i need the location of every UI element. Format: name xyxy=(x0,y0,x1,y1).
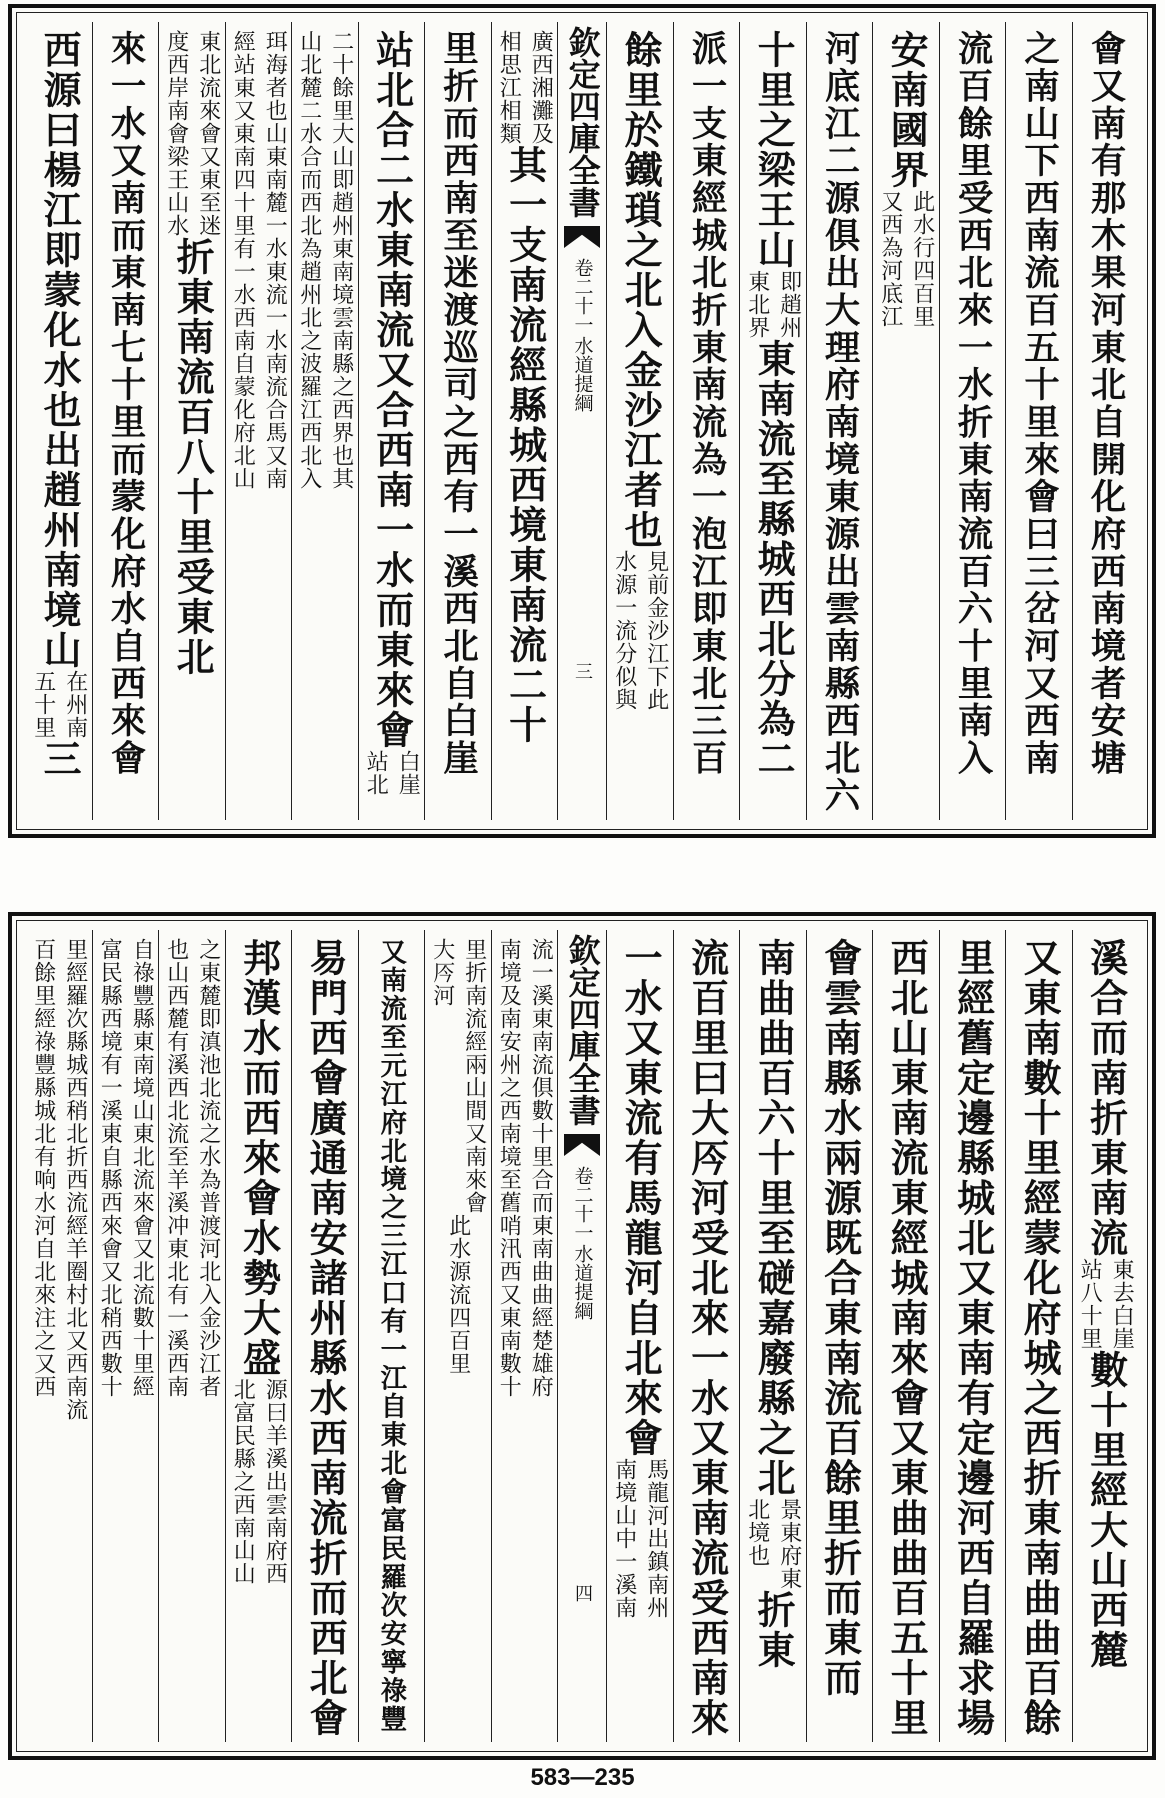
text-column xyxy=(292,930,359,1742)
upper-page-columns xyxy=(26,22,1138,820)
annotation-note xyxy=(163,30,221,237)
main-text: 折東 xyxy=(751,1590,797,1670)
column-content xyxy=(1016,938,1061,1738)
main-text: 又東南數十里經蒙化府城之西折東南曲曲百餘 xyxy=(1017,938,1063,1738)
annotation-note xyxy=(163,938,221,1398)
text-column xyxy=(1006,22,1073,820)
column-content xyxy=(229,30,287,490)
column-content xyxy=(611,30,669,711)
annotation-line: 二十餘里大山即趙州東南境雲南縣之西界也其 xyxy=(328,30,354,490)
column-content xyxy=(1018,30,1060,777)
annotation-note xyxy=(1076,1258,1134,1350)
text-column xyxy=(873,22,940,820)
column-content xyxy=(362,30,420,796)
annotation-line: 見前金沙江下此 xyxy=(643,550,669,711)
folio-number: 三 xyxy=(572,662,593,680)
main-text: 里經舊定邊縣城北又東南有定邊河西自羅求場 xyxy=(950,938,996,1738)
text-column xyxy=(26,930,93,1742)
main-text: 來一水又南而東南七十里而蒙化府水自西來會 xyxy=(105,30,147,777)
main-text: 溪合而南折東南流 xyxy=(1083,938,1129,1258)
main-text: 折東南流百八十里受東北 xyxy=(170,237,216,677)
text-column xyxy=(359,22,426,820)
column-content xyxy=(877,30,935,328)
main-text: 易門西會廣通南安諸州縣水西南流折而西北會 xyxy=(303,938,349,1738)
main-text: 三 xyxy=(37,739,83,779)
annotation-line: 自祿豐縣東南境山東北流來會又北流數十里經 xyxy=(129,938,155,1398)
text-column xyxy=(159,930,226,1742)
text-column xyxy=(26,22,93,820)
annotation-line: 度西岸南會梁王山水 xyxy=(163,30,189,237)
annotation-line: 又西為河底江 xyxy=(877,190,903,328)
text-column xyxy=(740,930,807,1742)
main-text: 之南山下西南流百五十里來會曰三岔河又西南 xyxy=(1018,30,1060,777)
text-column xyxy=(425,930,492,1742)
column-content xyxy=(1076,938,1134,1670)
annotation-note xyxy=(495,938,553,1398)
main-text: 安南國界 xyxy=(884,30,930,190)
annotation-line: 珥海者也山東南麓一水東流一水南流合馬又南 xyxy=(262,30,288,490)
text-column xyxy=(425,22,492,820)
annotation-note xyxy=(429,938,487,1214)
book-name: 水道提綱 xyxy=(571,1244,594,1320)
lower-page xyxy=(8,912,1156,1760)
column-content xyxy=(951,30,993,777)
text-column xyxy=(940,930,1007,1742)
annotation-note xyxy=(744,270,802,339)
main-text: 西源曰楊江即蒙化水也出趙州南境山 xyxy=(37,30,83,670)
column-content xyxy=(302,938,347,1738)
main-text: 派一支東經城北折東南流為一泡江即東北三百 xyxy=(686,30,728,777)
book-title: 欽定四庫全書 xyxy=(563,26,602,218)
main-text: 餘里於鐵瑣之北入金沙江者也 xyxy=(618,30,664,550)
annotation-note xyxy=(877,190,935,328)
annotation-line: 北境也 xyxy=(744,1498,770,1567)
main-text: 南曲曲百六十里至磀嘉廢縣之北 xyxy=(751,938,797,1498)
annotation-line: 站北 xyxy=(363,750,389,796)
column-content xyxy=(296,30,354,490)
annotation-line: 流一溪東南流俱數十里合而東南曲曲經楚雄府 xyxy=(528,938,554,1398)
annotation-note xyxy=(229,30,287,490)
text-column xyxy=(607,22,674,820)
column-content xyxy=(685,30,727,777)
page-footer-number: 583—235 xyxy=(530,1764,635,1791)
annotation-note xyxy=(611,550,669,711)
center-fold-column xyxy=(558,930,607,1742)
annotation-note xyxy=(744,1498,802,1590)
column-content xyxy=(96,938,154,1398)
main-text: 西北山東南流東經城南來會又東曲曲百五十里 xyxy=(884,938,930,1738)
annotation-line: 白崖 xyxy=(395,750,421,796)
text-column xyxy=(93,930,160,1742)
annotation-note xyxy=(495,30,553,145)
text-column xyxy=(159,22,226,820)
annotation-line: 此水行四百里 xyxy=(909,190,935,328)
book-title: 欽定四庫全書 xyxy=(563,934,602,1126)
column-content xyxy=(437,30,479,777)
text-column xyxy=(93,22,160,820)
text-column xyxy=(226,22,293,820)
annotation-note xyxy=(611,1458,669,1619)
main-text: 會雲南縣水 xyxy=(817,938,863,1138)
text-column xyxy=(940,22,1007,820)
folio-number: 四 xyxy=(572,1584,593,1602)
annotation-line: 也山西麓有溪西北流至羊溪冲東北有一溪西南 xyxy=(163,938,189,1398)
chapter-number: 卷二十一 xyxy=(571,1166,594,1242)
annotation-line: 南境及南安州之西南境至舊哨汛西又東南數十 xyxy=(496,938,522,1398)
text-column xyxy=(674,22,741,820)
column-content xyxy=(744,30,802,779)
annotation-line: 源曰羊溪出雲南府西 xyxy=(262,1378,288,1585)
annotation-line: 景東府東 xyxy=(776,1498,802,1590)
annotation-line: 東北流來會又東至迷 xyxy=(195,30,221,237)
annotation-line: 此水源流四百里 xyxy=(445,1214,471,1375)
column-content xyxy=(30,30,88,779)
annotation-line: 東北界 xyxy=(744,270,770,339)
text-column xyxy=(292,22,359,820)
column-content xyxy=(163,938,221,1398)
column-content xyxy=(817,938,862,1698)
annotation-line: 大㕂河 xyxy=(429,938,455,1007)
text-column xyxy=(807,930,874,1742)
annotation-note xyxy=(96,938,154,1398)
column-content xyxy=(30,938,88,1421)
annotation-line: 里折南流經兩山間又南來會 xyxy=(461,938,487,1214)
main-text: 數十里經大山西麓 xyxy=(1083,1350,1129,1670)
column-content xyxy=(744,938,802,1670)
main-text: 其一支南流經縣城西境東南流二十 xyxy=(502,145,548,745)
main-text: 又南流至元江府北 xyxy=(375,938,407,1166)
text-column xyxy=(492,930,559,1742)
main-text: 河底江二源俱出大理府南境東源出雲南縣西北六 xyxy=(819,30,861,815)
annotation-line: 五十里 xyxy=(30,670,56,739)
annotation-line: 里經羅次縣城西稍北折西流經羊圈村北又西南流 xyxy=(62,938,88,1421)
annotation-note xyxy=(362,750,420,796)
column-content xyxy=(495,938,553,1398)
main-text: 境之三江口有一江自東北會富民羅次安寧祿豐 xyxy=(375,1165,407,1735)
annotation-note xyxy=(229,1378,287,1585)
upper-page xyxy=(8,4,1156,838)
chapter-number: 卷二十一 xyxy=(571,258,594,334)
volume-label xyxy=(572,1166,593,1320)
column-content xyxy=(1084,30,1126,777)
book-name: 水道提綱 xyxy=(571,336,594,412)
annotation-line: 山北麓二水合而西北為趙州北之波羅江西北入 xyxy=(296,30,322,490)
main-text: 東南流至縣城西北分為二 xyxy=(751,339,797,779)
text-column xyxy=(492,22,559,820)
text-column xyxy=(607,930,674,1742)
volume-label xyxy=(572,258,593,412)
annotation-line: 百餘里經祿豐縣城北有响水河自北來注之又西 xyxy=(30,938,56,1398)
annotation-line: 站八十里 xyxy=(1077,1258,1103,1350)
annotation-line: 經站東又東南四十里有一水西南自蒙化府北山 xyxy=(230,30,256,490)
annotation-line: 水源一流分似與 xyxy=(611,550,637,711)
main-text: 十里之梁王山 xyxy=(751,30,797,270)
main-text: 站北合二水東南流又合西南一水而東來會 xyxy=(369,30,415,750)
lower-page-columns xyxy=(26,930,1138,1742)
main-text: 流百里曰大㕂河受北來一水又東南流受西南來 xyxy=(684,938,730,1738)
column-content xyxy=(883,938,928,1738)
fishtail-ornament xyxy=(564,226,600,248)
fishtail-ornament xyxy=(564,1134,600,1156)
annotation-line: 之東麓即滇池北流之水為普渡河北入金沙江者 xyxy=(195,938,221,1398)
annotation-line: 廣西湘灘及 xyxy=(528,30,554,145)
column-content xyxy=(818,30,860,814)
column-content xyxy=(950,938,995,1738)
annotation-line: 即趙州 xyxy=(776,270,802,339)
column-content xyxy=(429,938,487,1375)
main-text: 一水又東流有馬龍河自北來會 xyxy=(618,938,664,1458)
main-text: 兩源既合東南流百餘里折而東而 xyxy=(817,1138,863,1698)
main-text: 流百餘里受西北來一水折東南流百六十里南入 xyxy=(952,30,994,777)
column-content xyxy=(611,938,669,1619)
annotation-note xyxy=(30,670,88,739)
column-content xyxy=(495,30,553,745)
column-content xyxy=(684,938,729,1738)
column-content xyxy=(104,30,146,777)
text-column xyxy=(1073,22,1139,820)
annotation-note xyxy=(296,30,354,490)
text-column xyxy=(1073,930,1139,1742)
column-content xyxy=(229,938,287,1585)
annotation-line: 東去白崖 xyxy=(1109,1258,1135,1350)
annotation-line: 馬龍河出鎮南州 xyxy=(643,1458,669,1619)
column-content xyxy=(163,30,221,677)
text-column xyxy=(873,930,940,1742)
text-column xyxy=(674,930,741,1742)
text-column xyxy=(807,22,874,820)
text-column xyxy=(359,930,426,1742)
column-content xyxy=(376,938,407,1734)
text-column xyxy=(226,930,293,1742)
annotation-line: 北富民縣之西南山山 xyxy=(230,1378,256,1585)
annotation-line: 富民縣西境有一溪東自縣西來會又北稍西數十 xyxy=(97,938,123,1398)
center-fold-column xyxy=(558,22,607,820)
main-text: 里折而西南至迷渡巡司之西有一溪西北自白崖 xyxy=(437,30,479,777)
main-text: 邦漢水而西來會水勢大盛 xyxy=(236,938,282,1378)
main-text: 會又南有那木果河東北自開化府西南境者安塘 xyxy=(1085,30,1127,777)
text-column xyxy=(740,22,807,820)
annotation-line: 相思江相類 xyxy=(496,30,522,145)
annotation-line: 南境山中一溪南 xyxy=(611,1458,637,1619)
annotation-line: 在州南 xyxy=(62,670,88,739)
annotation-note xyxy=(30,938,88,1421)
text-column xyxy=(1006,930,1073,1742)
